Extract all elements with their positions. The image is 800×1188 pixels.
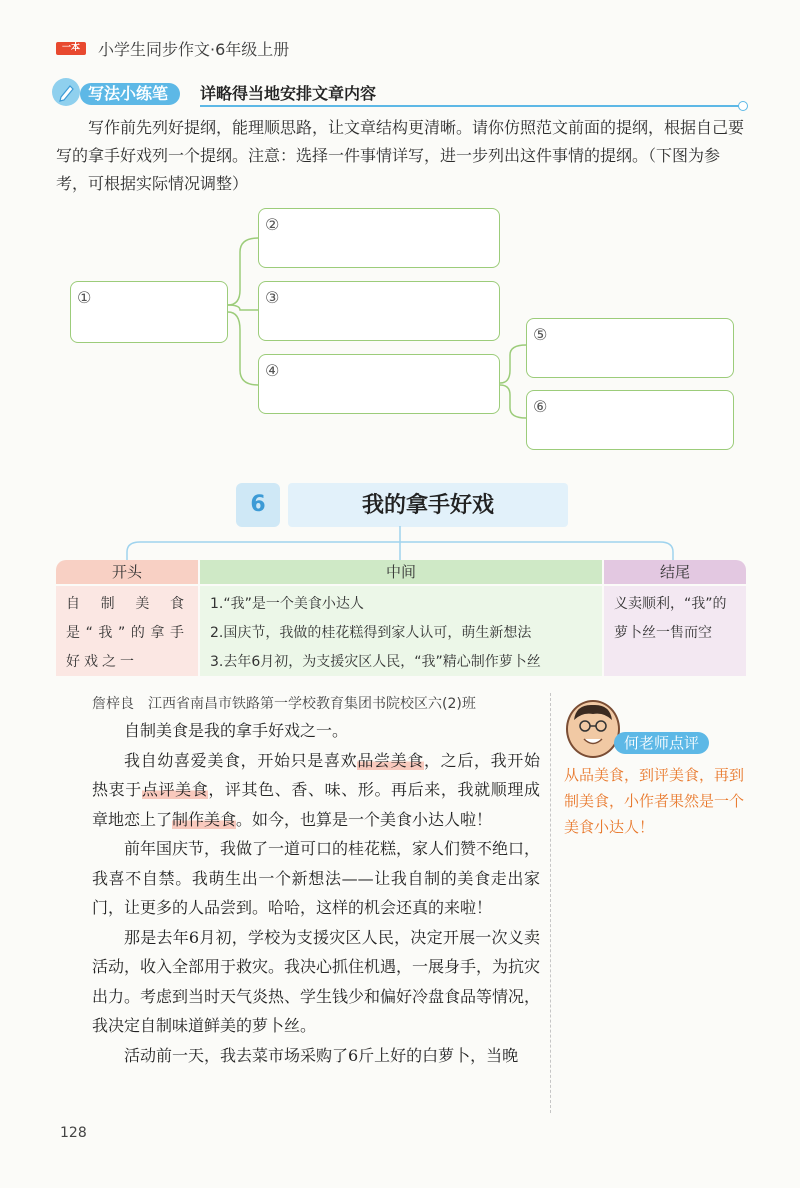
outline-marker: ②: [265, 215, 280, 234]
outline-marker: ④: [265, 361, 280, 380]
middle-item-3: 3.去年6月初，为支援灾区人民，“我”精心制作萝卜丝: [210, 654, 541, 670]
essay-paragraph: 我自幼喜爱美食，开始只是喜欢品尝美食，之后，我开始热衷于点评美食，评其色、香、味、形。再后来，我就顺理成章地恋上了制作美食。如今，也算是一个美食小达人啦！: [92, 750, 540, 829]
outline-marker: ③: [265, 288, 280, 307]
header-opening: 开头: [56, 560, 198, 584]
chapter-title: 我的拿手好戏: [288, 483, 568, 527]
pen-icon: [52, 78, 80, 106]
structure-connectors: [0, 526, 800, 562]
outline-marker: ⑥: [533, 397, 548, 416]
essay-paragraph: 那是去年6月初，学校为支援灾区人民，决定开展一次义卖活动，收入全部用于救灾。我决心抓住机遇，一展身手，为抗灾出力。考虑到当时天气炎热、学生钱少和偏好冷盘食品等情况，我决定自制味道鲜美的萝卜丝。: [92, 927, 541, 1035]
section-title: 详略得当地安排文章内容: [200, 84, 377, 103]
essay-body: [92, 716, 540, 1070]
essay-paragraph: 前年国庆节，我做了一道可口的桂花糕，家人们赞不绝口，我喜不自禁。我萌生出一个新想法——让我自制的美食走出家门，让更多的人品尝到。哈哈，这样的机会还真的来啦！: [92, 839, 541, 917]
essay-paragraph: 自制美食是我的拿手好戏之一。: [124, 721, 349, 740]
page-number: 128: [60, 1125, 87, 1141]
outline-box-1[interactable]: [70, 281, 228, 343]
essay-paragraph: 活动前一天，我去菜市场采购了6斤上好的白萝卜，当晚: [124, 1045, 519, 1065]
outline-box-4[interactable]: [258, 354, 500, 414]
outline-box-3[interactable]: [258, 281, 500, 341]
teacher-comment: 从品美食，到评美食，再到制美食，小作者果然是一个美食小达人！: [564, 766, 745, 836]
chapter-number: 6: [236, 483, 280, 527]
header-middle: 中间: [200, 560, 602, 584]
book-badge: 一本: [56, 42, 86, 55]
section-pill: 写法小练笔: [80, 83, 180, 105]
middle-item-1: 1.“我”是一个美食小达人: [210, 596, 364, 612]
section-divider-end: [738, 101, 748, 111]
middle-item-2: 2.国庆节，我做的桂花糕得到家人认可，萌生新想法: [210, 625, 532, 641]
ending-cell: 义卖顺利，“我”的萝卜丝一售而空: [604, 586, 746, 676]
outline-box-5[interactable]: [526, 318, 734, 378]
middle-cell: [200, 586, 602, 676]
teacher-avatar-icon: [566, 700, 620, 758]
highlight-make: 制作美食: [172, 809, 237, 829]
outline-marker: ①: [77, 288, 92, 307]
teacher-comment-label: 何老师点评: [614, 732, 709, 754]
section-divider: [200, 105, 740, 107]
author-line: 詹梓良 江西省南昌市铁路第一学校教育集团书院校区六(2)班: [92, 696, 476, 712]
outline-marker: ⑤: [533, 325, 548, 344]
highlight-review: 点评美食: [141, 780, 209, 799]
margin-divider: [550, 693, 551, 1113]
outline-box-6[interactable]: [526, 390, 734, 450]
instructions: 写作前先列好提纲，能理顺思路，让文章结构更清晰。请你仿照范文前面的提纲，根据自己要写的拿手好戏列一个提纲。注意：选择一件事情详写，进一步列出这件事情的提纲。（下图为参考，可根据实际情况调整）: [56, 118, 745, 193]
outline-box-2[interactable]: [258, 208, 500, 268]
header-ending: 结尾: [604, 560, 746, 584]
book-title: 小学生同步作文·6年级上册: [98, 40, 290, 59]
opening-cell: 自制美食是“我”的拿手好戏之一: [56, 586, 198, 676]
highlight-taste: 品尝美食: [357, 750, 424, 770]
